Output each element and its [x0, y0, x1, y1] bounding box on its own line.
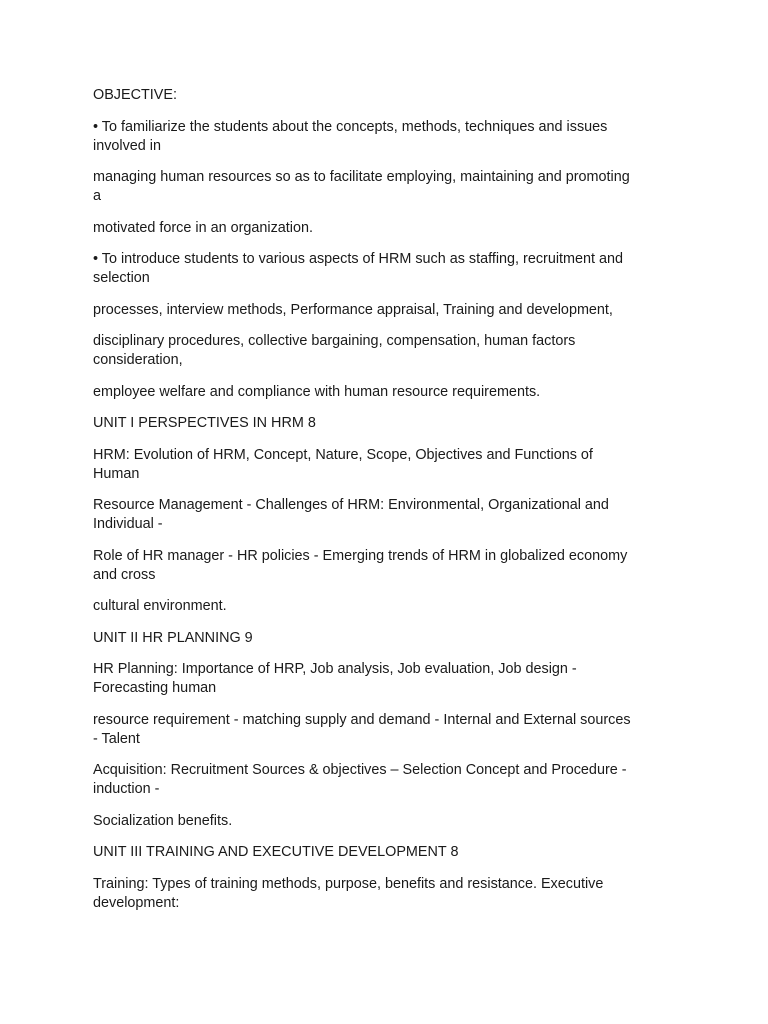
paragraph-line: cultural environment.	[93, 598, 227, 614]
paragraph-line: Socialization benefits.	[93, 812, 233, 829]
document-body	[93, 86, 678, 925]
unit-3-heading: UNIT III TRAINING AND EXECUTIVE DEVELOPMENT 8	[93, 844, 459, 860]
paragraph-line: Acquisition: Recruitment Sources & objectives – Selection Concept and Procedure - induction -	[93, 762, 627, 797]
paragraph-line: managing human resources so as to facilitate employing, maintaining and promoting a	[93, 169, 630, 204]
paragraph-line: motivated force in an organization.	[93, 219, 313, 236]
paragraph-line: employee welfare and compliance with human resource requirements.	[93, 383, 541, 400]
paragraph-line: processes, interview methods, Performance appraisal, Training and development,	[93, 301, 613, 318]
objective-bullet-2: • To introduce students to various aspects of HRM such as staffing, recruitment and selection	[93, 251, 624, 286]
paragraph-line: HRM: Evolution of HRM, Concept, Nature, Scope, Objectives and Functions of Human	[93, 446, 593, 482]
paragraph-line: disciplinary procedures, collective bargaining, compensation, human factors consideration,	[93, 333, 576, 368]
unit-1-heading: UNIT I PERSPECTIVES IN HRM 8	[93, 415, 316, 431]
objective-bullet-1: • To familiarize the students about the concepts, methods, techniques and issues involved in	[93, 118, 608, 154]
objective-heading: OBJECTIVE:	[93, 87, 177, 103]
paragraph-line: HR Planning: Importance of HRP, Job analysis, Job evaluation, Job design - Forecasting human	[93, 661, 577, 696]
paragraph-line: resource requirement - matching supply and demand - Internal and External sources - Talent	[93, 711, 631, 747]
paragraph-line: Resource Management - Challenges of HRM: Environmental, Organizational and Individual -	[93, 497, 609, 532]
paragraph-line: Role of HR manager - HR policies - Emerging trends of HRM in globalized economy and cross	[93, 547, 628, 583]
paragraph-line: Training: Types of training methods, purpose, benefits and resistance. Executive development:	[93, 875, 604, 911]
unit-2-heading: UNIT II HR PLANNING 9	[93, 629, 253, 646]
